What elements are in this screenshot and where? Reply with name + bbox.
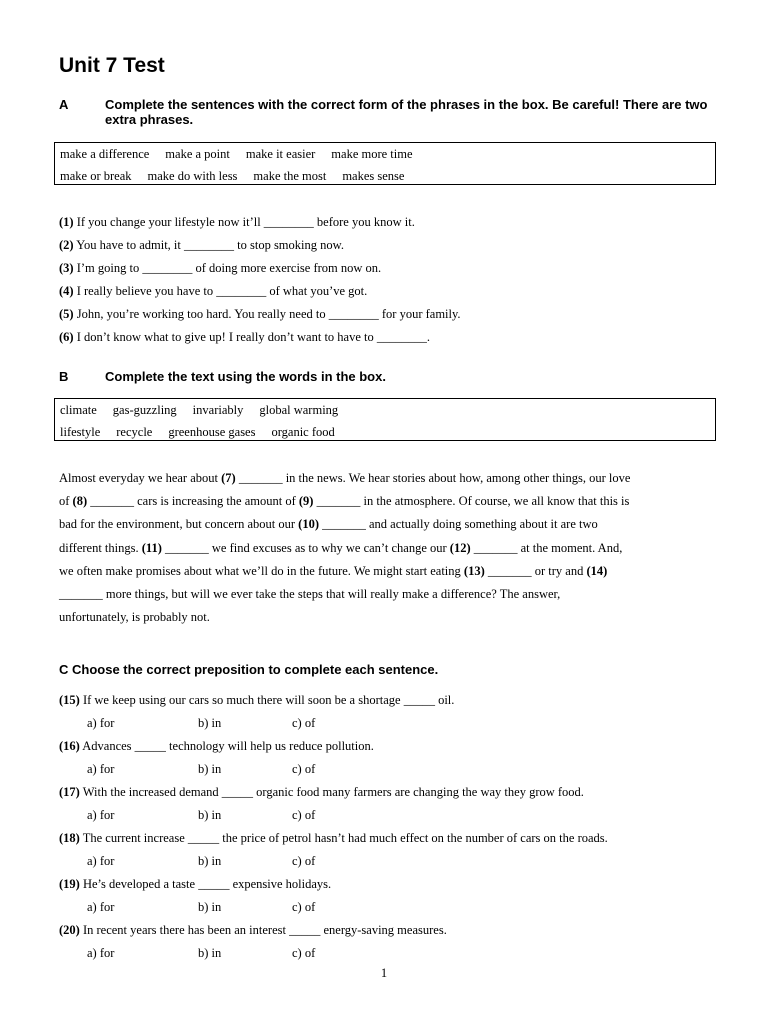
- section-c-heading: [59, 662, 438, 677]
- gap-number: (9): [298, 494, 314, 509]
- section-b-word-box: [54, 398, 716, 441]
- paragraph-text: Almost everyday we hear about: [59, 471, 222, 485]
- question-2: [59, 238, 344, 253]
- word-item: recycle: [116, 425, 153, 439]
- phrase-item: make a difference: [60, 147, 150, 161]
- word-box-row: [55, 399, 715, 421]
- options-17: [87, 808, 315, 823]
- option-a[interactable]: a) for: [87, 900, 115, 914]
- option-b[interactable]: b) in: [198, 854, 222, 868]
- option-c[interactable]: c) of: [292, 900, 316, 914]
- phrase-item: make or break: [60, 169, 132, 183]
- option-b[interactable]: b) in: [198, 808, 222, 822]
- question-text: Advances _____ technology will help us reduce pollution.: [82, 739, 374, 753]
- question-20: [59, 923, 447, 938]
- question-17: [59, 785, 584, 800]
- question-text: With the increased demand _____ organic food many farmers are changing the way they grow food.: [82, 785, 584, 799]
- question-3: [59, 261, 381, 276]
- word-item: greenhouse gases: [168, 425, 256, 439]
- question-number: (17): [59, 785, 80, 799]
- question-text: The current increase _____ the price of petrol hasn’t had much effect on the number of cars on the roads.: [82, 831, 608, 845]
- paragraph-line: [59, 537, 719, 560]
- paragraph-text: _______ in the news. We hear stories about how, among other things, our love: [235, 471, 631, 485]
- question-number: (19): [59, 877, 80, 891]
- question-number: (6): [59, 330, 74, 344]
- question-text: If you change your lifestyle now it’ll ________ before you know it.: [76, 215, 415, 229]
- phrase-item: make it easier: [245, 147, 316, 161]
- option-a[interactable]: a) for: [87, 716, 115, 730]
- word-item: lifestyle: [60, 425, 101, 439]
- question-number: (20): [59, 923, 80, 937]
- option-a[interactable]: a) for: [87, 808, 115, 822]
- paragraph-text: bad for the environment, but concern about our: [59, 517, 299, 532]
- gap-number: (14): [586, 563, 608, 578]
- option-c[interactable]: c) of: [292, 946, 316, 960]
- question-text: John, you’re working too hard. You really need to ________ for your family.: [76, 307, 461, 321]
- word-box-row: [55, 421, 715, 443]
- phrase-item: make do with less: [147, 169, 238, 183]
- option-a[interactable]: a) for: [87, 762, 115, 776]
- phrase-item: makes sense: [342, 169, 405, 183]
- section-a-instruction: Complete the sentences with the correct form of the phrases in the box. Be careful! There are two extra phrases.: [105, 97, 708, 127]
- options-16: [87, 762, 315, 777]
- gap-number: (13): [463, 563, 485, 578]
- gap-number: (11): [141, 540, 162, 555]
- gap-number: (10): [298, 517, 319, 532]
- word-item: organic food: [271, 425, 335, 439]
- option-a[interactable]: a) for: [87, 946, 115, 960]
- paragraph-text: _______ or try and: [484, 563, 587, 578]
- question-text: I really believe you have to ________ of what you’ve got.: [76, 284, 368, 298]
- question-16: [59, 739, 374, 754]
- page-title: Unit 7 Test: [59, 54, 165, 77]
- question-15: [59, 693, 454, 708]
- phrase-box-row: [55, 165, 715, 187]
- option-b[interactable]: b) in: [198, 762, 222, 776]
- gap-number: (8): [72, 494, 88, 509]
- question-number: (1): [59, 215, 74, 229]
- question-4: [59, 284, 367, 299]
- question-18: [59, 831, 608, 846]
- phrase-item: make a point: [165, 147, 230, 161]
- question-number: (4): [59, 284, 74, 298]
- section-a-letter: A: [59, 97, 69, 112]
- paragraph-line: [59, 513, 719, 536]
- options-18: [87, 854, 315, 869]
- options-15: [87, 716, 315, 731]
- section-c-instruction: C Choose the correct preposition to complete each sentence.: [59, 662, 439, 677]
- option-b[interactable]: b) in: [198, 946, 222, 960]
- paragraph-text: of: [59, 494, 73, 509]
- question-1: [59, 215, 415, 230]
- paragraph-text: different things.: [59, 540, 142, 555]
- phrase-box-row: [55, 143, 715, 165]
- option-c[interactable]: c) of: [292, 762, 316, 776]
- paragraph-text: we often make promises about what we’ll do in the future. We might start eating: [59, 563, 464, 578]
- section-b-letter: B: [59, 369, 69, 384]
- word-item: climate: [60, 403, 97, 417]
- option-c[interactable]: c) of: [292, 854, 316, 868]
- paragraph-line: [59, 467, 719, 490]
- paragraph-line: [59, 606, 719, 629]
- section-b-paragraph: [59, 467, 719, 629]
- option-b[interactable]: b) in: [198, 716, 222, 730]
- word-item: global warming: [259, 403, 339, 417]
- section-a-heading: [59, 97, 715, 127]
- option-b[interactable]: b) in: [198, 900, 222, 914]
- question-number: (16): [59, 739, 80, 753]
- question-number: (15): [59, 693, 80, 707]
- paragraph-line: [59, 560, 719, 583]
- paragraph-text: _______ cars is increasing the amount of: [87, 494, 299, 509]
- question-text: He’s developed a taste _____ expensive holidays.: [82, 877, 332, 891]
- options-20: [87, 946, 315, 961]
- gap-number: (12): [449, 540, 471, 555]
- question-text: I’m going to ________ of doing more exercise from now on.: [76, 261, 382, 275]
- question-number: (2): [59, 238, 74, 252]
- paragraph-text: _______ and actually doing something about it are two: [319, 517, 598, 532]
- question-6: [59, 330, 430, 345]
- question-5: [59, 307, 461, 322]
- question-number: (3): [59, 261, 74, 275]
- question-number: (5): [59, 307, 74, 321]
- gap-number: (7): [221, 471, 236, 485]
- phrase-item: make more time: [331, 147, 413, 161]
- option-c[interactable]: c) of: [292, 716, 316, 730]
- word-item: invariably: [192, 403, 244, 417]
- question-text: In recent years there has been an interest _____ energy-saving measures.: [82, 923, 447, 937]
- section-a-phrase-box: [54, 142, 716, 185]
- paragraph-text: _______ more things, but will we ever take the steps that will really make a difference? The answer,: [59, 587, 561, 602]
- page-number: 1: [380, 966, 388, 980]
- paragraph-line: [59, 583, 719, 606]
- section-b-instruction: Complete the text using the words in the box.: [105, 369, 386, 384]
- word-item: gas-guzzling: [112, 403, 177, 417]
- paragraph-text: _______ at the moment. And,: [470, 540, 623, 555]
- question-text: You have to admit, it ________ to stop smoking now.: [76, 238, 344, 252]
- section-b-heading: [59, 369, 715, 384]
- question-text: If we keep using our cars so much there will soon be a shortage _____ oil.: [82, 693, 455, 707]
- options-19: [87, 900, 315, 915]
- paragraph-text: _______ we find excuses as to why we can’t change our: [161, 540, 450, 555]
- option-a[interactable]: a) for: [87, 854, 115, 868]
- paragraph-text: _______ in the atmosphere. Of course, we all know that this is: [313, 494, 630, 509]
- question-19: [59, 877, 331, 892]
- question-number: (18): [59, 831, 80, 845]
- option-c[interactable]: c) of: [292, 808, 316, 822]
- paragraph-line: [59, 490, 719, 513]
- question-text: I don’t know what to give up! I really don’t want to have to ________.: [76, 330, 430, 344]
- phrase-item: make the most: [253, 169, 327, 183]
- paragraph-text: unfortunately, is probably not.: [59, 610, 210, 625]
